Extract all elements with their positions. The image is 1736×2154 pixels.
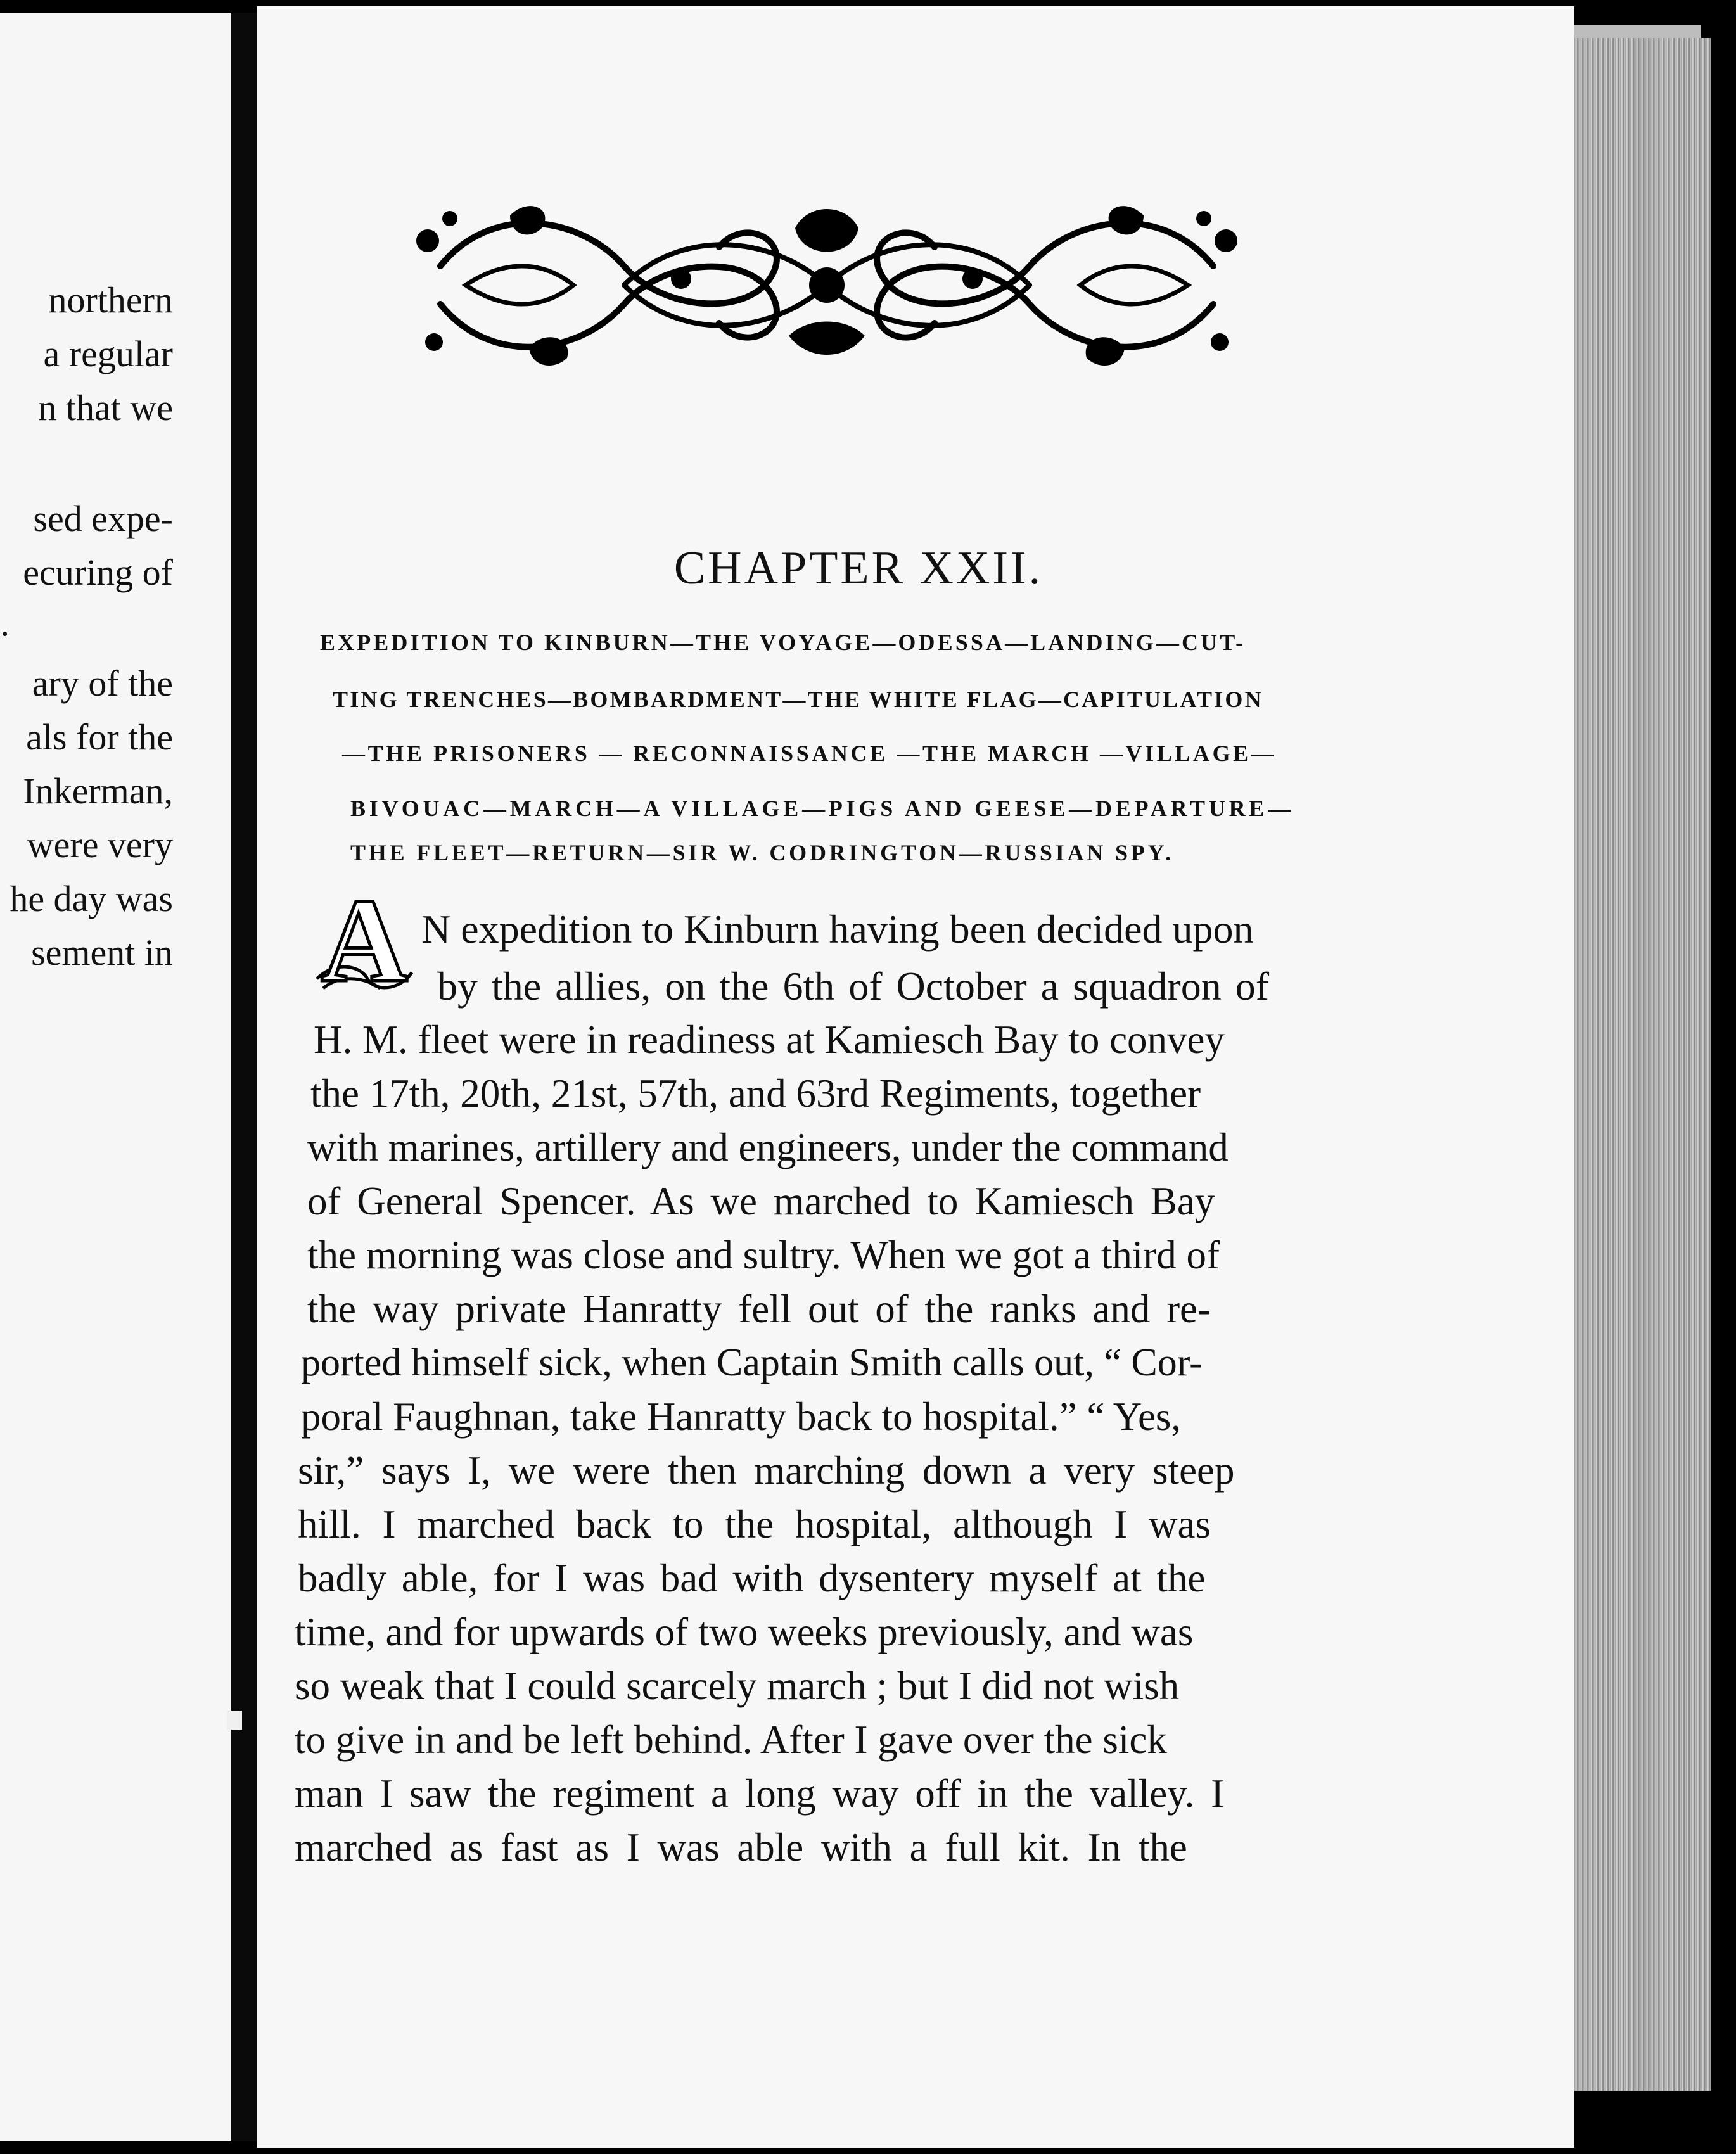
page-edges [1574,38,1711,2091]
body-text-line: the way private Hanratty fell out of the ranks and re- [307,1287,1211,1331]
left-page-line: als for the [26,717,173,758]
body-text-line: N expedition to Kinburn having been decided upon [421,907,1254,952]
chapter-summary-line: TING TRENCHES—BOMBARDMENT—THE WHITE FLAG—CAPITULATION [333,687,1263,712]
left-page-line: Inkerman, [23,770,173,812]
body-text-line: H. M. fleet were in readiness at Kamiesch Bay to convey [314,1017,1225,1062]
left-page-line: . [0,602,10,644]
body-text-line: marched as fast as I was able with a full kit. In the [295,1825,1187,1870]
body-text-line: with marines, artillery and engineers, under the command [307,1125,1229,1169]
left-page-line: were very [27,824,173,865]
body-text-line: poral Faughnan, take Hanratty back to hospital.” “ Yes, [301,1394,1182,1439]
chapter-summary-line: THE FLEET—RETURN—SIR W. CODRINGTON—RUSSIAN SPY. [350,840,1174,865]
body-text-line: to give in and be left behind. After I gave over the sick [295,1717,1167,1762]
book-gutter [231,13,257,2141]
body-text-line: ported himself sick, when Captain Smith calls out, “ Cor- [301,1341,1203,1384]
left-page-line: sement in [31,932,173,973]
drop-cap: A [321,874,408,1007]
left-page-line: he day was [10,878,173,919]
body-text-line: of General Spencer. As we marched to Kamiesch Bay [307,1179,1215,1223]
body-text-line: time, and for upwards of two weeks previously, and was [295,1610,1194,1654]
body-text-line: hill. I marched back to the hospital, although I was [298,1502,1211,1546]
body-text-line: so weak that I could scarcely march ; but I did not wish [295,1664,1180,1708]
body-text-line: man I saw the regiment a long way off in the valley. I [295,1771,1225,1816]
chapter-title: CHAPTER XXII. [673,542,1044,594]
body-text-line: the morning was close and sultry. When we got a third of [307,1233,1220,1277]
page-edge-mark [227,1711,242,1730]
body-text-line: badly able, for I was bad with dysentery myself at the [298,1556,1206,1600]
ornament-headpiece-icon [415,190,1239,380]
left-page-line: n that we [38,387,173,428]
left-page-line: northern [48,279,173,321]
body-text-line: the 17th, 20th, 21st, 57th, and 63rd Regiments, together [310,1071,1201,1116]
chapter-summary-line: —THE PRISONERS — RECONNAISSANCE —THE MARCH —VILLAGE— [342,741,1277,766]
left-page-line: ary of the [32,663,173,704]
left-page-line: sed expe- [33,498,173,539]
left-page-line: a regular [43,333,173,374]
body-text-line: by the allies, on the 6th of October a squadron of [437,964,1269,1009]
left-page [0,13,231,2141]
left-page-line: ecuring of [23,552,173,593]
chapter-summary-line: BIVOUAC—MARCH—A VILLAGE—PIGS AND GEESE—DEPARTURE— [350,796,1295,821]
body-text-line: sir,” says I, we were then marching down a very steep [298,1448,1235,1493]
chapter-summary-line: EXPEDITION TO KINBURN—THE VOYAGE—ODESSA—LANDING—CUT- [320,630,1246,655]
